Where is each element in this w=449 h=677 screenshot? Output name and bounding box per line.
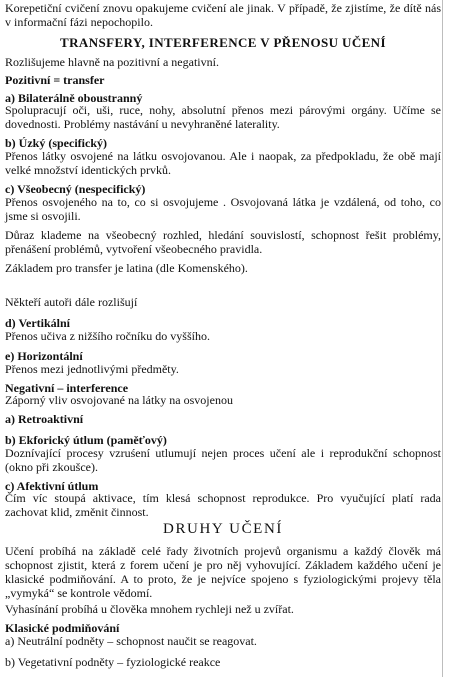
paragraph-vertical: Přenos učiva z nižšího ročníku do vyššího. [5,329,210,343]
paragraph-extinction: Vyhasínání probíhá u člověka mnohem rychleji než u zvířat. [5,602,294,616]
subheading-affective: c) Afektivní útlum [5,479,99,493]
paragraph-emphasis: Důraz klademe na všeobecný rozhled, hledání souvislostí, schopnost řešit problémy, přenášení problémů, vytvoření všeobecného pravidla. [5,228,441,256]
subheading-general: c) Všeobecný (nespecifický) [5,182,146,196]
paragraph-affective: Čím víc stoupá aktivace, tím klesá schopnost reprodukce. Pro vyučující platí rada zachovat klid, změnit činnost. [5,491,441,519]
subheading-classical-conditioning: Klasické podmiňování [5,621,120,635]
paragraph-vegetative-stimuli: b) Vegetativní podněty – fyziologické reakce [5,655,221,669]
subheading-negative: Negativní – interference [5,381,129,395]
intro-paragraph: Korepetiční cvičení znovu opakujeme cvičení ale jinak. V případě, že zjistíme, že dítě nás v informační fázi nepochopilo. [5,1,441,29]
subheading-vertical: d) Vertikální [5,316,71,330]
paragraph-ecphoric: Doznívající procesy vzruśení utlumují nejen proces učení ale i reprodukční schopnost (okno při zkoušce). [5,446,441,474]
page-margin-line [442,0,443,677]
paragraph-negative: Záporný vliv osvojované na látky na osvojenou [5,393,233,407]
paragraph-neutral-stimuli: a) Neutrální podněty – schopnost naučit se reagovat. [5,634,257,648]
paragraph-learning: Učení probíhá na základě celé řady životních projevů organismu a každý člověk má schopnost zjistit, která z forem učení je pro něj vyhovující. Základem každého učení je klasické podmiňování. A to proto, že je nejvíce spojeno s fyziologickými projevy těla „vymyká“ se kontrole vědomí. [5,544,441,600]
subheading-bilateral: a) Bilaterálně oboustranný [5,91,143,105]
subheading-ecphoric: b) Ekforický útlum (paměťový) [5,433,167,447]
paragraph-basis: Základem pro transfer je latina (dle Komenského). [5,261,248,275]
paragraph-narrow: Přenos látky osvojené na látku osvojovanou. Ale i naopak, za předpokladu, že obě mají velké množství identických prvků. [5,149,441,177]
paragraph-bilateral: Spolupracují oči, uši, ruce, nohy, absolutní přenos mezi párovými orgány. Učíme se dovednosti. Problémy nastávání u nevyhraněné laterality. [5,103,441,131]
paragraph-authors: Někteří autoři dále rozlišují [5,295,138,309]
paragraph-distinguish: Rozlišujeme hlavně na pozitivní a negativní. [5,55,219,69]
section-heading-transfers: TRANSFERY, INTERFERENCE V PŘENOSU UČENÍ [60,35,386,50]
subheading-horizontal: e) Horizontální [5,349,83,363]
subheading-narrow: b) Úzký (specifický) [5,136,107,150]
section-heading-learning-types: DRUHY UČENÍ [163,521,283,537]
subheading-retroactive: a) Retroaktivní [5,412,84,426]
paragraph-general: Přenos osvojeného na to, co si osvojujeme . Osvojovaná látka je vzdálená, od toho, co jsme si osvojili. [5,195,441,223]
paragraph-horizontal: Přenos mezi jednotlivými předměty. [5,362,179,376]
subheading-positive: Pozitivní = transfer [5,73,105,87]
